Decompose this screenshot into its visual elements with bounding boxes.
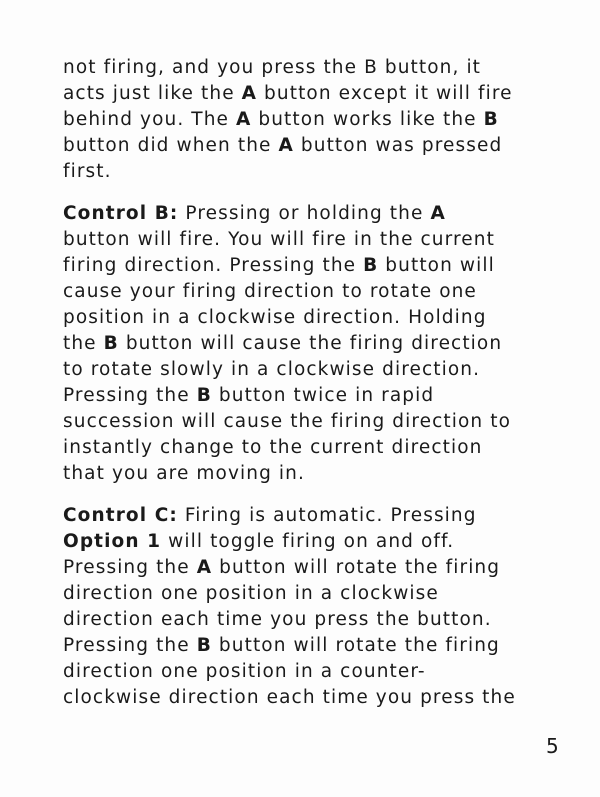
text-run: clockwise direction each time you press the — [63, 687, 516, 708]
text-run: first. — [63, 161, 112, 182]
bold-term: B — [483, 109, 499, 130]
text-line — [63, 607, 563, 633]
text-run: button except it will fire — [257, 83, 513, 104]
bold-term: Control B: — [63, 203, 179, 224]
text-line — [63, 55, 563, 81]
text-line — [63, 227, 563, 253]
text-line — [63, 633, 563, 659]
paragraph-firing-behind — [63, 55, 563, 185]
page-number: 5 — [546, 734, 559, 758]
text-line — [63, 581, 563, 607]
text-line — [63, 555, 563, 581]
text-run: not firing, and you press the B button, it — [63, 57, 482, 78]
text-line — [63, 503, 563, 529]
text-run: succession will cause the firing direction to — [63, 411, 512, 432]
text-run: Pressing the — [63, 385, 197, 406]
text-run: button works like the — [251, 109, 484, 130]
paragraph-control-c — [63, 503, 563, 711]
text-run: button will rotate the firing — [211, 635, 500, 656]
text-line — [63, 659, 563, 685]
text-line — [63, 685, 563, 711]
text-run: direction one position in a counter- — [63, 661, 426, 682]
text-run: button will — [378, 255, 495, 276]
bold-term: B — [363, 255, 379, 276]
text-line — [63, 201, 563, 227]
text-line — [63, 159, 563, 185]
text-line — [63, 435, 563, 461]
bold-term: B — [103, 333, 119, 354]
text-line — [63, 133, 563, 159]
bold-term: A — [278, 135, 294, 156]
text-line — [63, 81, 563, 107]
bold-term: B — [196, 635, 212, 656]
bold-term: A — [196, 557, 213, 578]
text-line — [63, 529, 563, 555]
text-run: direction one position in a clockwise — [63, 583, 439, 604]
bold-term: A — [241, 83, 258, 104]
text-line — [63, 305, 563, 331]
text-run: button was pressed — [293, 135, 503, 156]
text-run: Pressing the — [63, 557, 197, 578]
bold-term: A — [430, 203, 446, 224]
text-line — [63, 331, 563, 357]
bold-term: A — [235, 109, 252, 130]
text-run: will toggle firing on and off. — [161, 531, 455, 552]
text-run: button did when the — [63, 135, 279, 156]
text-run: Firing is automatic. Pressing — [177, 505, 477, 526]
text-line — [63, 279, 563, 305]
text-line — [63, 383, 563, 409]
text-run: button will rotate the firing — [212, 557, 501, 578]
text-run: Pressing or holding the — [178, 203, 431, 224]
bold-term: Option 1 — [63, 531, 162, 552]
text-run: firing direction. Pressing the — [63, 255, 364, 276]
paragraph-control-b — [63, 201, 563, 487]
text-line — [63, 409, 563, 435]
text-column — [63, 55, 563, 727]
bold-term: Control C: — [63, 505, 178, 526]
text-run: button will fire. You will fire in the current — [63, 229, 495, 250]
text-line — [63, 107, 563, 133]
text-run: direction each time you press the button. — [63, 609, 492, 630]
text-run: instantly change to the current direction — [63, 437, 483, 458]
text-run: acts just like the — [63, 83, 242, 104]
text-line — [63, 461, 563, 487]
text-line — [63, 253, 563, 279]
text-run: that you are moving in. — [63, 463, 305, 484]
text-run: to rotate slowly in a clockwise direction. — [63, 359, 481, 380]
text-run: cause your firing direction to rotate one — [63, 281, 477, 302]
text-line — [63, 357, 563, 383]
text-run: the — [63, 333, 104, 354]
bold-term: B — [196, 385, 212, 406]
text-run: behind you. The — [63, 109, 236, 130]
text-run: button will cause the firing direction — [118, 333, 503, 354]
text-run: Pressing the — [63, 635, 197, 656]
text-run: button twice in rapid — [211, 385, 435, 406]
text-run: position in a clockwise direction. Holding — [63, 307, 487, 328]
